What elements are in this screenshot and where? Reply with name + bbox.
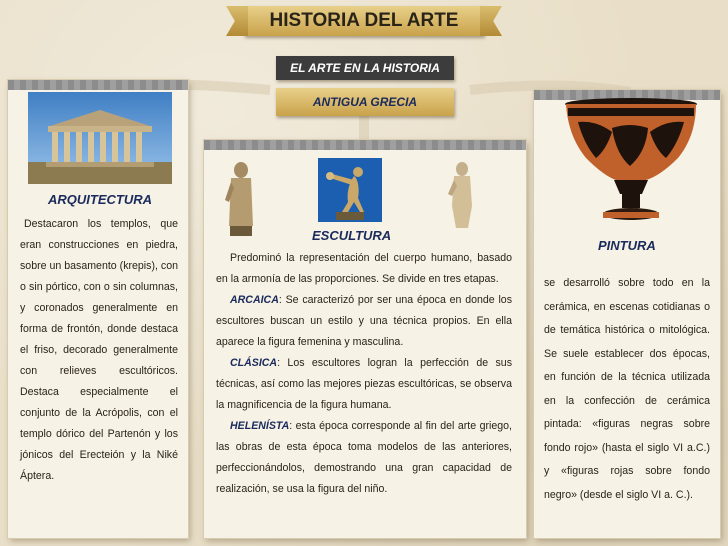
main-title: HISTORIA DEL ARTE [269, 10, 459, 31]
arquitectura-text: Destacaron los templos, que eran construcciones en piedra, sobre un basamento (krepis), con o sin pórtico, con o sin columnas, y coronados generalmente en forma de frontón, donde destaca el friso, decorado generalmente con relieves escultóricos. Destaca especialmente el conjunto de la Acrópolis, con el templo dórico del Partenón y los jónicos del Erecteión y la Niké Áptera. [20, 218, 178, 482]
stage-text: : esta época corresponde al fin del arte griego, las obras de esta época toma modelos de las anteriores, perfeccionándolos, demostrando una gran capacidad de realización, se usa la figura del niño. [216, 420, 512, 495]
escultura-title: ESCULTURA [312, 228, 392, 243]
arquitectura-title: ARQUITECTURA [48, 192, 152, 207]
stage-name: ARCAICA [230, 294, 279, 306]
stage-text: : Los escultores logran la perfección de sus técnicas, así como las mejores piezas escultóricas, se observa la magnificencia de la figura humana. [216, 357, 512, 411]
topic: ANTIGUA GRECIA [312, 95, 418, 109]
discobolus-image [318, 158, 382, 222]
panel-top-bar [204, 140, 526, 150]
greek-vase-image [556, 96, 706, 226]
stage-name: CLÁSICA [230, 357, 278, 369]
escultura-stage-arcaica [216, 290, 512, 353]
subtitle: EL ARTE EN LA HISTORIA [290, 61, 440, 75]
escultura-stage-helenista [216, 416, 512, 500]
parthenon-image [28, 92, 172, 184]
statue-archaic-image [222, 160, 260, 236]
pintura-text: se desarrolló sobre todo en la cerámica, en escenas cotidianas o de temática histórica o mitológica. Se suele establecer dos épocas, en función de la técnica utilizada en la confección de cerámica pintada: «figuras negras sobre fondo rojo» (hasta el siglo VI a.C.) y «figuras rojas sobre fondo negro» (desde el siglo VI a. C.). [544, 277, 710, 501]
escultura-text [216, 248, 512, 500]
panel-top-bar [8, 80, 188, 90]
escultura-intro: Predominó la representación del cuerpo humano, basado en la armonía de las proporciones. Se divide en tres etapas. [216, 252, 512, 285]
subtitle-banner [276, 56, 454, 80]
main-title-banner [244, 6, 484, 36]
escultura-stage-clasica [216, 353, 512, 416]
stage-text: : Se caracterizó por ser una época en donde los escultores buscan un estilo y una técnica propios. En ella aparece la figura femenina y masculina. [216, 294, 512, 348]
pintura-title: PINTURA [598, 238, 656, 253]
topic-banner [276, 88, 454, 116]
statue-hellenistic-image [442, 160, 482, 230]
stage-name: HELENÍSTA [230, 420, 290, 432]
